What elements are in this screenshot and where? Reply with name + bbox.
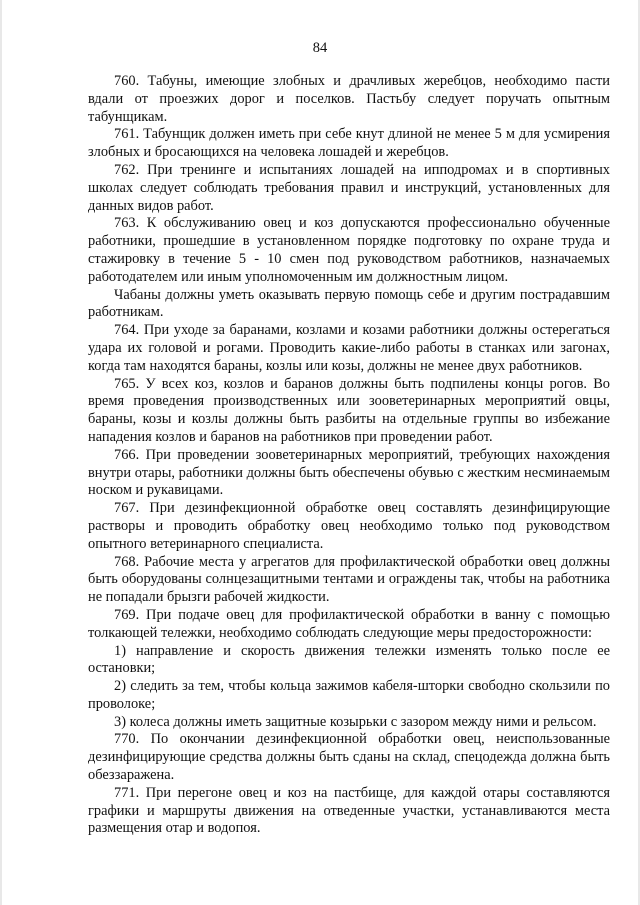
paragraph-767: 767. При дезинфекционной обработке овец составлять дезинфицирующие растворы и проводить обработку овец необходимо только под руководством опытного ветеринарного специалиста.	[88, 500, 610, 552]
scan-edge-left	[0, 0, 2, 905]
page-number: 84	[312, 40, 328, 56]
paragraph-765: 765. У всех коз, козлов и баранов должны быть подпилены концы рогов. Во время проведения производственных или зооветеринарных мероприятий овцы, бараны, козы и козлы должны быть разбиты на отдельные группы во избежание нападения козлов и баранов на работников при проведении работ.	[88, 375, 610, 445]
list-item-769-1: 1) направление и скорость движения тележки изменять только после ее остановки;	[88, 642, 610, 677]
paragraph-768: 768. Рабочие места у агрегатов для профилактической обработки овец должны быть оборудованы солнцезащитными тентами и ограждены так, чтобы на работника не попадали брызги рабочей жидкости.	[88, 553, 610, 606]
paragraph-766: 766. При проведении зооветеринарных мероприятий, требующих нахождения внутри отары, работники должны быть обеспечены обувью с жестким несминаемым носком и рукавицами.	[88, 446, 610, 499]
paragraph-771: 771. При перегоне овец и коз на пастбище, для каждой отары составляются графики и маршруты движения на отведенные участки, устанавливаются места размещения отар и водопоя.	[88, 784, 610, 837]
list-item-769-3: 3) колеса должны иметь защитные козырьки с зазором между ними и рельсом.	[114, 713, 597, 730]
paragraph-770: 770. По окончании дезинфекционной обработки овец, неиспользованные дезинфицирующие средства должны быть сданы на склад, спецодежда должна быть обеззаражена.	[88, 731, 610, 784]
paragraph-763: 763. К обслуживанию овец и коз допускаются профессионально обученные работники, прошедшие в установленном порядке подготовку по охране труда и стажировку в течение 5 - 10 смен под руководством работников, назначаемых работодателем или иным уполномоченным им должностным лицом.	[88, 215, 610, 285]
paragraph-762: 762. При тренинге и испытаниях лошадей на ипподромах и в спортивных школах следует соблюдать требования правил и инструкций, установленных для данных видов работ.	[88, 161, 610, 214]
paragraph-760: 760. Табуны, имеющие злобных и драчливых жеребцов, необходимо пасти вдали от проезжих дорог и поселков. Пастьбу следует поручать опытным табунщикам.	[88, 73, 610, 125]
paragraph-761: 761. Табунщик должен иметь при себе кнут длиной не менее 5 м для усмирения злобных и бросающихся на человека лошадей и жеребцов.	[88, 126, 610, 161]
paragraph-764: 764. При уходе за баранами, козлами и козами работники должны остерегаться удара их головой и рогами. Проводить какие-либо работы в станках или загонах, когда там находятся бараны, козлы или козы, должны не менее двух работников.	[88, 322, 610, 374]
list-item-769-2: 2) следить за тем, чтобы кольца зажимов кабеля-шторки свободно скользили по проволоке;	[88, 678, 610, 712]
paragraph-763-shepherds: Чабаны должны уметь оказывать первую помощь себе и другим пострадавшим работникам.	[88, 286, 610, 321]
document-body	[88, 73, 610, 838]
paragraph-769: 769. При подаче овец для профилактической обработки в ванну с помощью толкающей тележки, необходимо соблюдать следующие меры предосторожности:	[88, 606, 610, 641]
